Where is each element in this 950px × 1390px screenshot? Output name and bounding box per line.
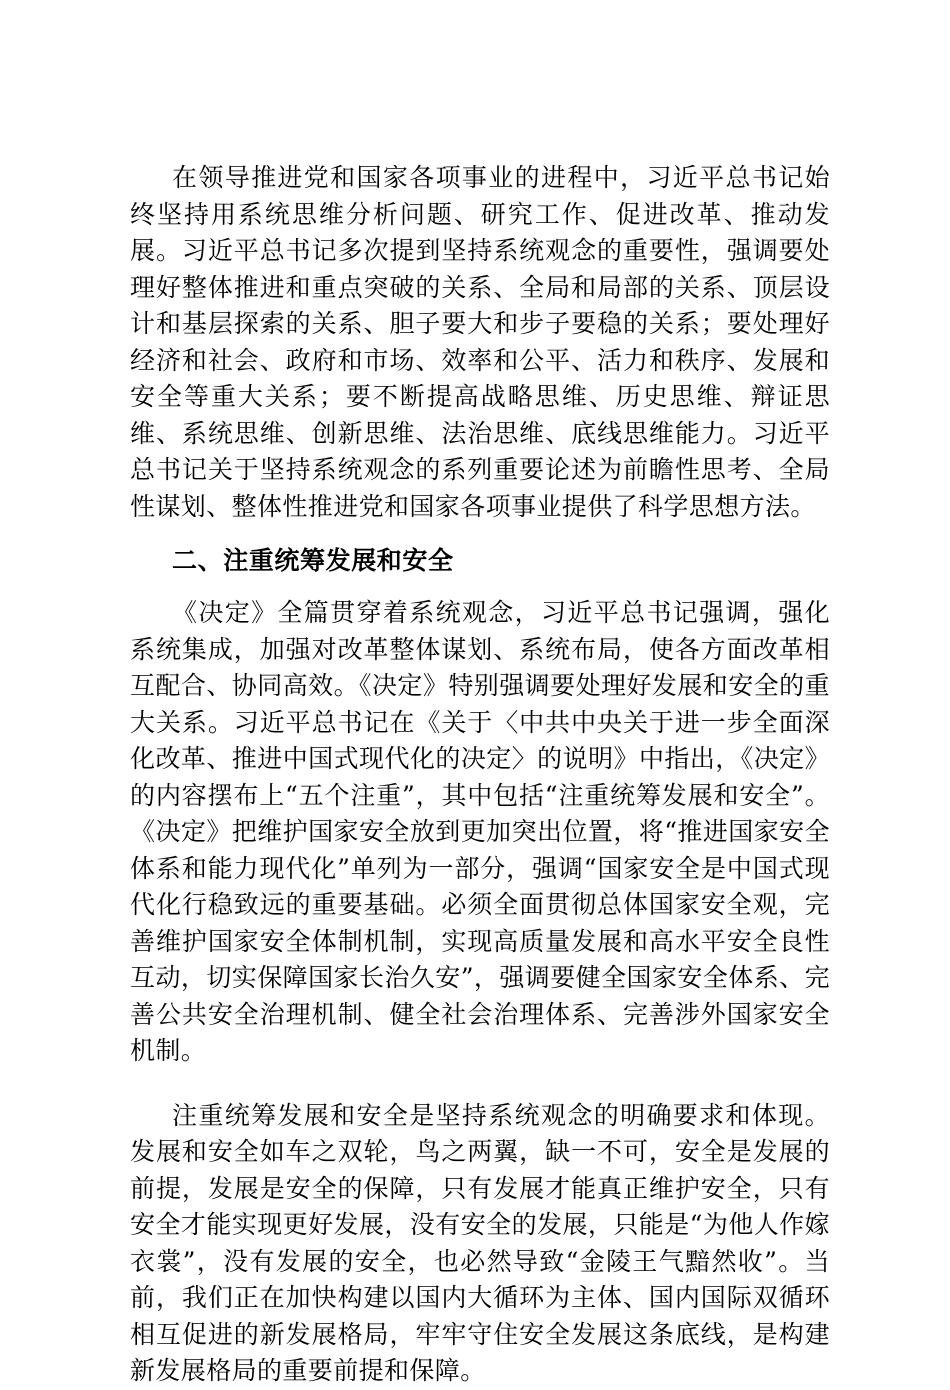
document-page bbox=[130, 160, 830, 1390]
body-paragraph-3: 注重统筹发展和安全是坚持系统观念的明确要求和体现。发展和安全如车之双轮，鸟之两翼，缺一不可，安全是发展的前提，发展是安全的保障，只有发展才能真正维护安全，只有安全才能实现更好发展，没有安全的发展，只能是“为他人作嫁衣裳”，没有发展的安全，也必然导致“金陵王气黯然收”。当前，我们正在加快构建以国内大循环为主体、国内国际双循环相互促进的新发展格局，牢牢守住安全发展这条底线，是构建新发展格局的重要前提和保障。 bbox=[130, 1100, 830, 1385]
section-heading: 二、注重统筹发展和安全 bbox=[172, 546, 454, 575]
body-paragraph-2: 《决定》全篇贯穿着系统观念，习近平总书记强调，强化系统集成，加强对改革整体谋划、系统布局，使各方面改革相互配合、协同高效。《决定》特别强调要处理好发展和安全的重大关系。习近平总书记在《关于〈中共中央关于进一步全面深化改革、推进中国式现代化的决定〉的说明》中指出，《决定》的内容摆布上“五个注重”，其中包括“注重统筹发展和安全”。《决定》把维护国家安全放到更加突出位置，将“推进国家安全体系和能力现代化”单列为一部分，强调“国家安全是中国式现代化行稳致远的重要基础。必须全面贯彻总体国家安全观，完善维护国家安全体制机制，实现高质量发展和高水平安全良性互动，切实保障国家长治久安”，强调要健全国家安全体系、完善公共安全治理机制、健全社会治理体系、完善涉外国家安全机制。 bbox=[130, 598, 830, 1065]
body-paragraph-1: 在领导推进党和国家各项事业的进程中，习近平总书记始终坚持用系统思维分析问题、研究工作、促进改革、推动发展。习近平总书记多次提到坚持系统观念的重要性，强调要处理好整体推进和重点突破的关系、全局和局部的关系、顶层设计和基层探索的关系、胆子要大和步子要稳的关系；要处理好经济和社会、政府和市场、效率和公平、活力和秩序、发展和安全等重大关系；要不断提高战略思维、历史思维、辩证思维、系统思维、创新思维、法治思维、底线思维能力。习近平总书记关于坚持系统观念的系列重要论述为前瞻性思考、全局性谋划、整体性推进党和国家各项事业提供了科学思想方法。 bbox=[130, 163, 830, 521]
